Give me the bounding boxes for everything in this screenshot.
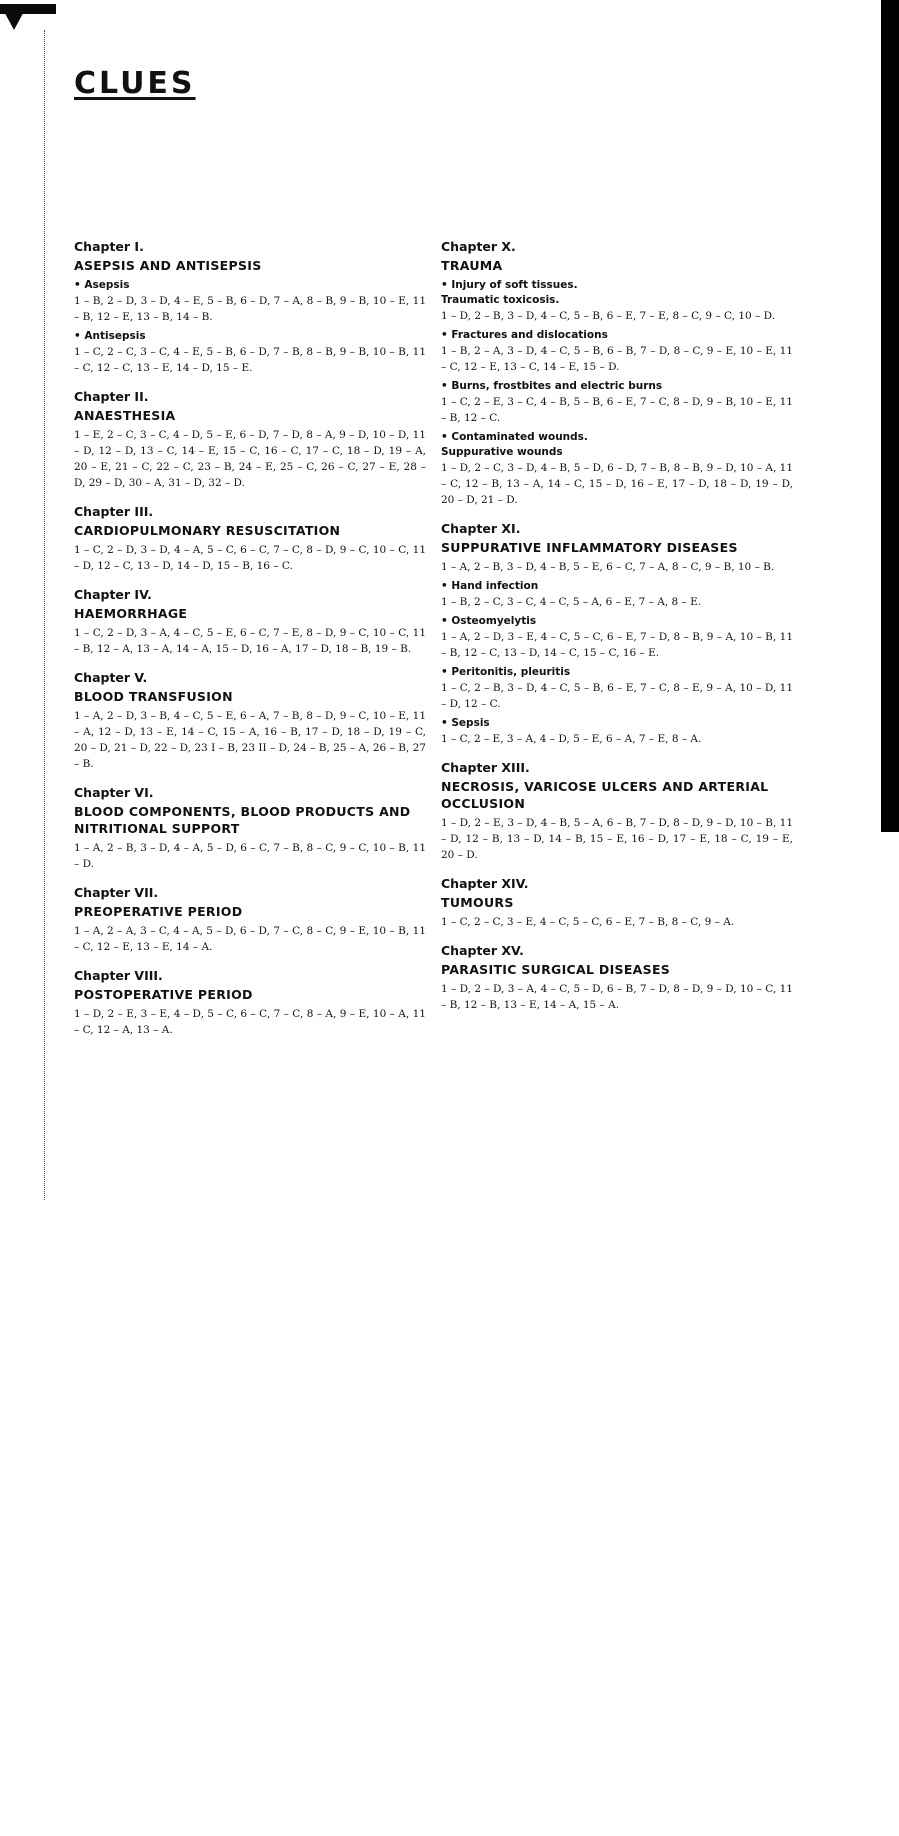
chapter-block bbox=[441, 238, 793, 508]
section-heading: • Hand infection bbox=[441, 580, 539, 592]
answer-key: 1 – A, 2 – B, 3 – D, 4 – B, 5 – E, 6 – C, 7 – A, 8 – C, 9 – B, 10 – B. bbox=[441, 561, 775, 573]
section-subheading: Suppurative wounds bbox=[441, 446, 563, 458]
chapter-title: HAEMORRHAGE bbox=[74, 606, 188, 621]
chapter-title: CARDIOPULMONARY RESUSCITATION bbox=[74, 523, 341, 538]
chapter-block bbox=[74, 503, 426, 574]
chapter-number: Chapter XIV. bbox=[441, 876, 529, 891]
section-heading: • Sepsis bbox=[441, 717, 490, 729]
right-column bbox=[441, 238, 793, 1025]
answer-key: 1 – D, 2 – E, 3 – E, 4 – D, 5 – C, 6 – C, 7 – C, 8 – A, 9 – E, 10 – A, 11 – C, 12 – A, 13 – A. bbox=[74, 1008, 426, 1036]
chapter-title: PREOPERATIVE PERIOD bbox=[74, 904, 243, 919]
chapter-block bbox=[441, 520, 793, 747]
chapter-block bbox=[441, 759, 793, 863]
chapter-title: BLOOD COMPONENTS, BLOOD PRODUCTS AND NITRITIONAL SUPPORT bbox=[74, 804, 411, 836]
answer-key: 1 – B, 2 – C, 3 – C, 4 – C, 5 – A, 6 – E, 7 – A, 8 – E. bbox=[441, 596, 702, 608]
chapter-block bbox=[441, 942, 793, 1013]
chapter-block bbox=[74, 967, 426, 1038]
chapter-title: NECROSIS, VARICOSE ULCERS AND ARTERIAL OCCLUSION bbox=[441, 779, 769, 811]
answer-key: 1 – C, 2 – D, 3 – D, 4 – A, 5 – C, 6 – C, 7 – C, 8 – D, 9 – C, 10 – C, 11 – D, 12 – C, 13 – D, 14 – D, 15 – B, 16 – C. bbox=[74, 544, 426, 572]
section-heading: • Asepsis bbox=[74, 279, 130, 291]
page-title: CLUES bbox=[74, 66, 196, 101]
chapter-title: BLOOD TRANSFUSION bbox=[74, 689, 233, 704]
chapter-title: POSTOPERATIVE PERIOD bbox=[74, 987, 253, 1002]
section-heading: • Burns, frostbites and electric burns bbox=[441, 380, 663, 392]
chapter-block bbox=[74, 586, 426, 657]
chapter-number: Chapter V. bbox=[74, 670, 148, 685]
answer-key: 1 – E, 2 – C, 3 – C, 4 – D, 5 – E, 6 – D, 7 – D, 8 – A, 9 – D, 10 – D, 11 – D, 12 – D, 13 – C, 14 – E, 15 – C, 16 – C, 17 – C, 18 – D, 19 – A, 20 – E, 21 – C, 22 – C, 23 – B, 24 – E, 25 – C, 26 – C, 27 – E, 28 – D, 29 – D, 30 – A, 31 – D, 32 – D. bbox=[74, 429, 426, 489]
chapter-title: SUPPURATIVE INFLAMMATORY DISEASES bbox=[441, 540, 738, 555]
answer-key: 1 – D, 2 – B, 3 – D, 4 – C, 5 – B, 6 – E, 7 – E, 8 – C, 9 – C, 10 – D. bbox=[441, 310, 776, 322]
answer-key: 1 – C, 2 – C, 3 – E, 4 – C, 5 – C, 6 – E, 7 – B, 8 – C, 9 – A. bbox=[441, 916, 735, 928]
chapter-number: Chapter VII. bbox=[74, 885, 159, 900]
chapter-number: Chapter IV. bbox=[74, 587, 152, 602]
section-heading: • Osteomyelytis bbox=[441, 615, 537, 627]
answer-key: 1 – D, 2 – E, 3 – D, 4 – B, 5 – A, 6 – B, 7 – D, 8 – D, 9 – D, 10 – B, 11 – D, 12 – B, 13 – D, 14 – B, 15 – E, 16 – D, 17 – E, 18 – C, 19 – E, 20 – D. bbox=[441, 817, 793, 861]
chapter-number: Chapter X. bbox=[441, 239, 516, 254]
answer-key: 1 – C, 2 – B, 3 – D, 4 – C, 5 – B, 6 – E, 7 – C, 8 – E, 9 – A, 10 – D, 11 – D, 12 – C. bbox=[441, 682, 793, 710]
chapter-title: ASEPSIS AND ANTISEPSIS bbox=[74, 258, 262, 273]
section-heading: • Fractures and dislocations bbox=[441, 329, 608, 341]
chapter-block bbox=[74, 884, 426, 955]
chapter-number: Chapter XV. bbox=[441, 943, 524, 958]
section-heading: • Antisepsis bbox=[74, 330, 146, 342]
section-heading: • Contaminated wounds. bbox=[441, 431, 588, 443]
answer-key: 1 – B, 2 – A, 3 – D, 4 – C, 5 – B, 6 – B, 7 – D, 8 – C, 9 – E, 10 – E, 11 – C, 12 – E, 13 – C, 14 – E, 15 – D. bbox=[441, 345, 793, 373]
answer-key: 1 – C, 2 – E, 3 – C, 4 – B, 5 – B, 6 – E, 7 – C, 8 – D, 9 – B, 10 – E, 11 – B, 12 – C. bbox=[441, 396, 793, 424]
chapter-block bbox=[441, 875, 793, 930]
answer-key: 1 – B, 2 – D, 3 – D, 4 – E, 5 – B, 6 – D, 7 – A, 8 – B, 9 – B, 10 – E, 11 – B, 12 – E, 13 – B, 14 – B. bbox=[74, 295, 426, 323]
answer-key: 1 – C, 2 – D, 3 – A, 4 – C, 5 – E, 6 – C, 7 – E, 8 – D, 9 – C, 10 – C, 11 – B, 12 – A, 13 – A, 14 – A, 15 – D, 16 – A, 17 – D, 18 – B, 19 – B. bbox=[74, 627, 426, 655]
chapter-number: Chapter VI. bbox=[74, 785, 154, 800]
chapter-block bbox=[74, 238, 426, 376]
chapter-block bbox=[74, 388, 426, 491]
answer-key: 1 – C, 2 – E, 3 – A, 4 – D, 5 – E, 6 – A, 7 – E, 8 – A. bbox=[441, 733, 702, 745]
binding-margin-line bbox=[44, 30, 45, 1200]
section-subheading: Traumatic toxicosis. bbox=[441, 294, 560, 306]
section-heading: • Injury of soft tissues. bbox=[441, 279, 578, 291]
answer-key: 1 – A, 2 – D, 3 – E, 4 – C, 5 – C, 6 – E, 7 – D, 8 – B, 9 – A, 10 – B, 11 – B, 12 – C, 13 – D, 14 – C, 15 – C, 16 – E. bbox=[441, 631, 793, 659]
chapter-number: Chapter XIII. bbox=[441, 760, 530, 775]
section-heading: • Peritonitis, pleuritis bbox=[441, 666, 571, 678]
chapter-number: Chapter XI. bbox=[441, 521, 521, 536]
chapter-block bbox=[74, 784, 426, 872]
chapter-title: TUMOURS bbox=[441, 895, 514, 910]
answer-key: 1 – C, 2 – C, 3 – C, 4 – E, 5 – B, 6 – D, 7 – B, 8 – B, 9 – B, 10 – B, 11 – C, 12 – C, 13 – E, 14 – D, 15 – E. bbox=[74, 346, 426, 374]
answer-key: 1 – D, 2 – C, 3 – D, 4 – B, 5 – D, 6 – D, 7 – B, 8 – B, 9 – D, 10 – A, 11 – C, 12 – B, 13 – A, 14 – C, 15 – D, 16 – E, 17 – D, 18 – D, 19 – D, 20 – D, 21 – D. bbox=[441, 462, 793, 506]
page-edge-shadow bbox=[881, 0, 899, 832]
answer-key: 1 – A, 2 – B, 3 – D, 4 – A, 5 – D, 6 – C, 7 – B, 8 – C, 9 – C, 10 – B, 11 – D. bbox=[74, 842, 426, 870]
corner-arrow-icon bbox=[0, 4, 28, 30]
chapter-title: ANAESTHESIA bbox=[74, 408, 176, 423]
chapter-number: Chapter VIII. bbox=[74, 968, 163, 983]
answer-key: 1 – A, 2 – A, 3 – C, 4 – A, 5 – D, 6 – D, 7 – C, 8 – C, 9 – E, 10 – B, 11 – C, 12 – E, 13 – E, 14 – A. bbox=[74, 925, 426, 953]
left-column bbox=[74, 238, 426, 1050]
chapter-number: Chapter III. bbox=[74, 504, 154, 519]
chapter-block bbox=[74, 669, 426, 772]
answer-key: 1 – A, 2 – D, 3 – B, 4 – C, 5 – E, 6 – A, 7 – B, 8 – D, 9 – C, 10 – E, 11 – A, 12 – D, 13 – E, 14 – C, 15 – A, 16 – B, 17 – D, 18 – D, 19 – C, 20 – D, 21 – D, 22 – D, 23 I – B, 23 II – D, 24 – B, 25 – A, 26 – B, 27 – B. bbox=[74, 710, 426, 770]
chapter-number: Chapter I. bbox=[74, 239, 144, 254]
chapter-title: PARASITIC SURGICAL DISEASES bbox=[441, 962, 671, 977]
chapter-title: TRAUMA bbox=[441, 258, 503, 273]
answer-key: 1 – D, 2 – D, 3 – A, 4 – C, 5 – D, 6 – B, 7 – D, 8 – D, 9 – D, 10 – C, 11 – B, 12 – B, 13 – E, 14 – A, 15 – A. bbox=[441, 983, 793, 1011]
chapter-number: Chapter II. bbox=[74, 389, 149, 404]
